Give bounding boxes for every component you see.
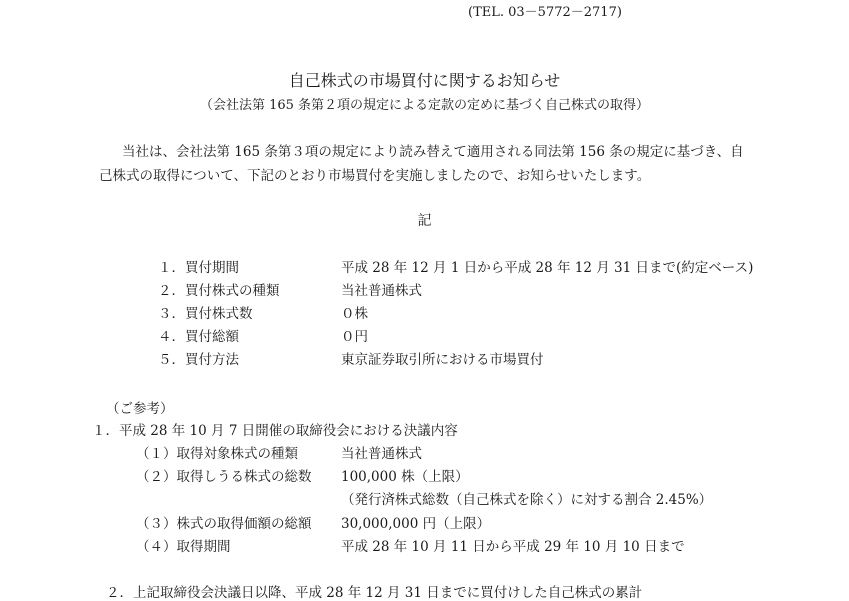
page-title: 自己株式の市場買付に関するお知らせ — [288, 71, 561, 90]
detail-value: 100,000 株（上限） — [341, 469, 469, 485]
item-label: ３．買付株式数 — [158, 306, 253, 322]
detail-label: （４）取得期間 — [136, 539, 231, 555]
detail-value: 平成 28 年 10 月 11 日から平成 29 年 10 月 10 日まで — [341, 539, 685, 555]
item-label: ２．買付株式の種類 — [158, 283, 280, 299]
item-label: １．買付期間 — [158, 260, 239, 276]
reference-section-2: ２．上記取締役会決議日以降、平成 28 年 12 月 31 日までに買付けした自己株式の累計 — [106, 585, 643, 601]
page-subtitle: （会社法第 165 条第２項の規定による定款の定めに基づく自己株式の取得） — [199, 98, 650, 113]
ki-heading: 記 — [417, 213, 432, 229]
detail-value: 30,000,000 円（上限） — [341, 516, 491, 532]
intro-line-2: 己株式の取得について、下記のとおり市場買付を実施しましたので、お知らせいたします。 — [99, 168, 651, 184]
item-label: ５．買付方法 — [158, 352, 239, 368]
detail-label: （３）株式の取得価額の総額 — [136, 516, 312, 532]
reference-section-1: １．平成 28 年 10 月 7 日開催の取締役会における決議内容 — [92, 423, 458, 439]
item-value: 東京証券取引所における市場買付 — [341, 352, 544, 368]
item-label: ４．買付総額 — [158, 329, 239, 345]
detail-value: 当社普通株式 — [341, 446, 422, 462]
intro-line-1: 当社は、会社法第 165 条第３項の規定により読み替えて適用される同法第 156 条の規定に基づき、自 — [122, 144, 744, 160]
detail-label: （１）取得対象株式の種類 — [136, 446, 298, 462]
detail-note: （発行済株式総数（自己株式を除く）に対する割合 2.45%） — [341, 492, 713, 508]
item-value: ０株 — [341, 306, 368, 322]
contact-tel: (TEL. 03－5772－2717) — [468, 5, 622, 20]
detail-label: （２）取得しうる株式の総数 — [136, 469, 312, 485]
reference-heading: （ご参考） — [106, 401, 174, 417]
item-value: ０円 — [341, 329, 368, 345]
item-value: 当社普通株式 — [341, 283, 422, 299]
item-value: 平成 28 年 12 月 1 日から平成 28 年 12 月 31 日まで(約定ベース) — [341, 260, 754, 276]
